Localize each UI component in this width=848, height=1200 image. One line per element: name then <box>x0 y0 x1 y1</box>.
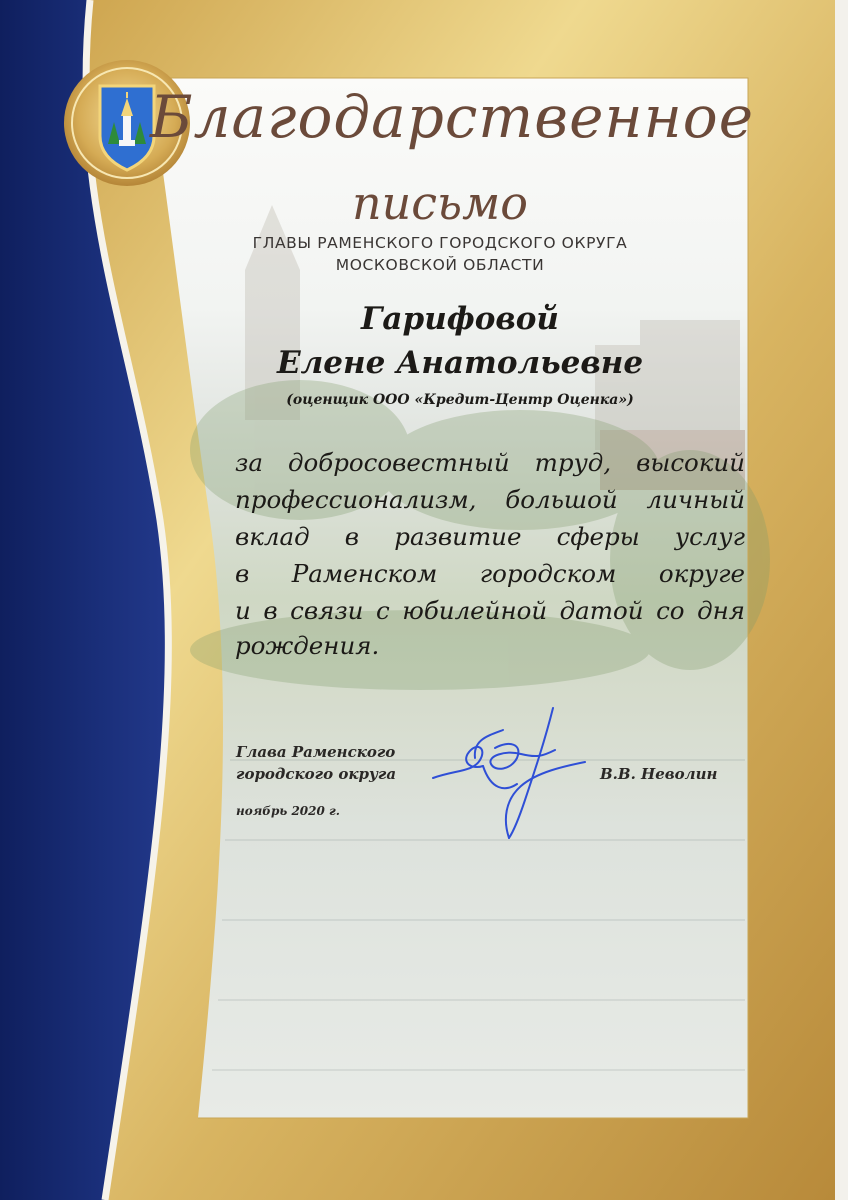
body-text-line: и в связи с юбилейной датой со дня <box>235 596 745 625</box>
signer-title: Глава Раменского <box>236 743 396 761</box>
body-text-line: за добросовестный труд, высокий <box>235 448 745 477</box>
document-title: Благодарственное <box>150 83 755 151</box>
issuer-line: ГЛАВЫ РАМЕНСКОГО ГОРОДСКОГО ОКРУГА <box>252 234 628 252</box>
recipient-position: (оценщик ООО «Кредит-Центр Оценка») <box>286 392 634 408</box>
sign-date: ноябрь 2020 г. <box>236 804 340 818</box>
handwritten-signature-icon <box>425 700 590 845</box>
recipient-surname: Гарифовой <box>361 301 559 337</box>
recipient-given-name: Елене Анатольевне <box>276 345 644 381</box>
signer-name: В.В. Неволин <box>600 765 718 783</box>
body-text-line: профессионализм, большой личный <box>235 485 745 514</box>
body-text-line: в Раменском городском округе <box>235 559 745 588</box>
body-text-line: вклад в развитие сферы услуг <box>235 522 745 551</box>
body-text-line: рождения. <box>235 631 380 660</box>
document-title-second-line: письмо <box>352 176 528 230</box>
issuer-region-line: МОСКОВСКОЙ ОБЛАСТИ <box>335 256 545 274</box>
signer-title-second-line: городского округа <box>236 765 397 783</box>
